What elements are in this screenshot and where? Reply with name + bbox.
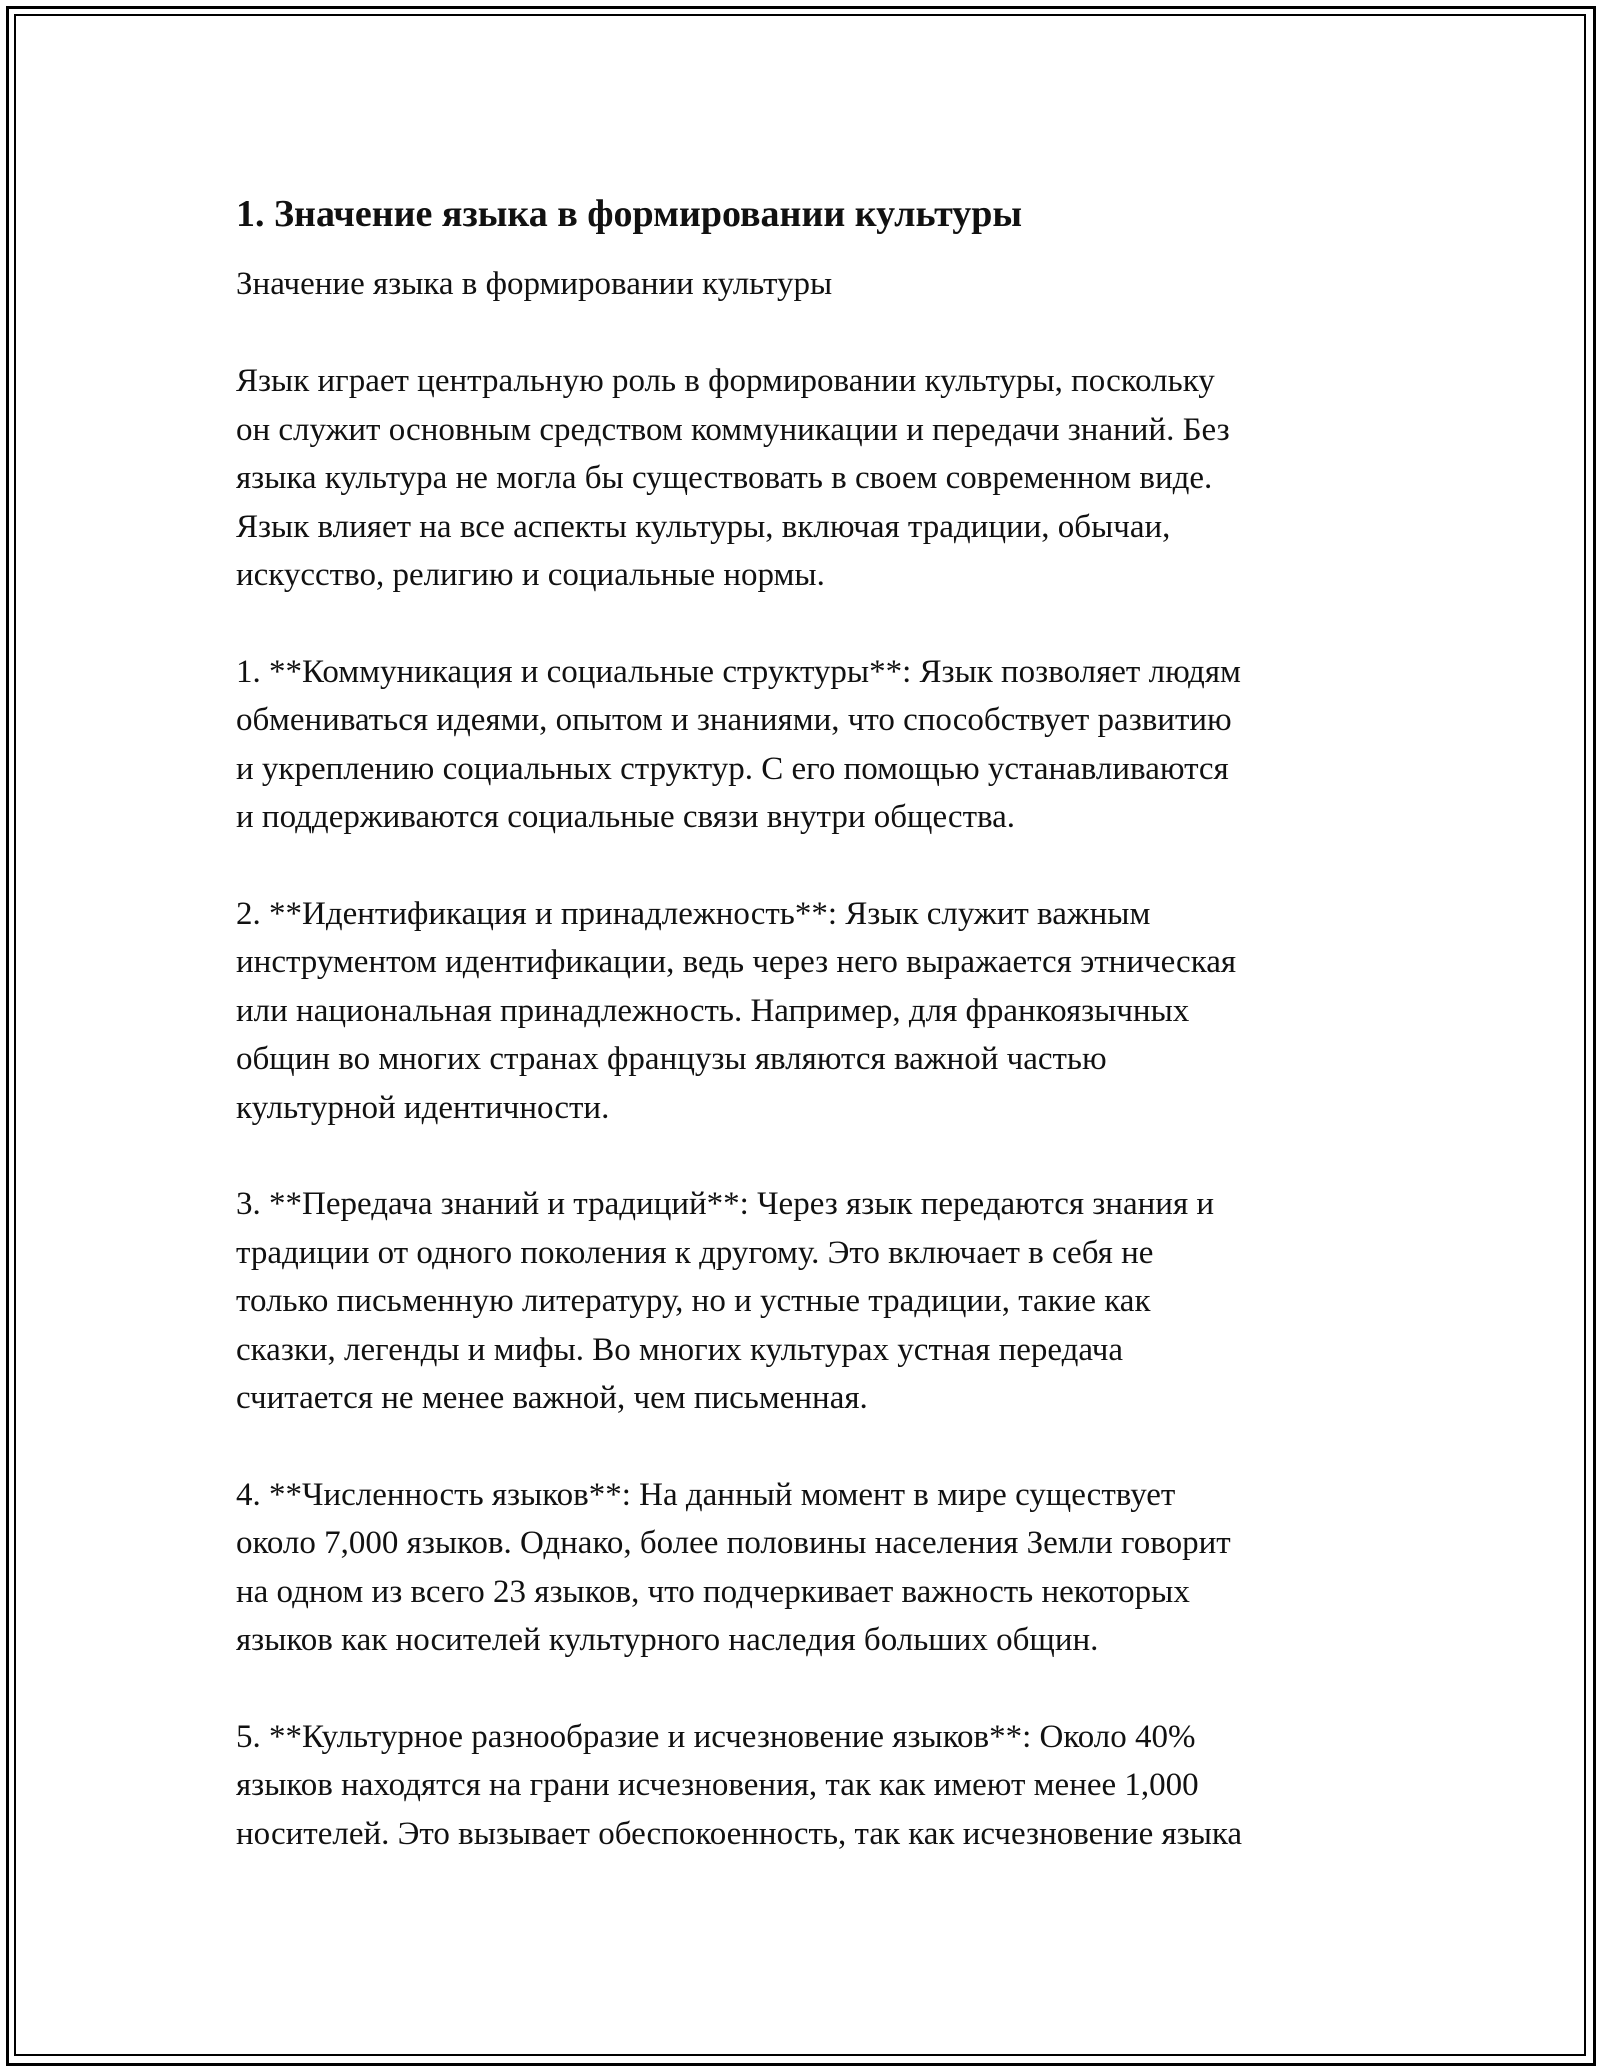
point-communication: 1. **Коммуникация и социальные структуры**: Язык позволяет людям обмениваться идеями, опытом и знаниями, что способствует развитию и укреплению социальных структур. С его помощью устанавливаются и поддерживаются социальные связи внутри общества. [236,653,1241,835]
section-heading: 1. Значение языка в формировании культуры [236,193,1023,235]
point-number-of-languages: 4. **Численность языков**: На данный момент в мире существует около 7,000 языков. Однако, более половины населения Земли говорит на одном из всего 23 языков, что подчеркивает важность некоторых языков как носителей культурного наследия больших общин. [236,1476,1231,1658]
intro-paragraph: Язык играет центральную роль в формировании культуры, поскольку он служит основным средством коммуникации и передачи знаний. Без языка культура не могла бы существовать в своем современном виде. Язык влияет на все аспекты культуры, включая традиции, обычаи, искусство, религию и социальные нормы. [236,363,1230,593]
point-identification: 2. **Идентификация и принадлежность**: Язык служит важным инструментом идентификации, ведь через него выражается этническая или национальная принадлежность. Например, для франкоязычных общин во многих странах французы являются важной частью культурной идентичности. [236,895,1237,1126]
point-knowledge-transfer: 3. **Передача знаний и традиций**: Через язык передаются знания и традиции от одного поколения к другому. Это включает в себя не только письменную литературу, но и устные традиции, такие как сказки, легенды и мифы. Во многих культурах устная передача считается не менее важной, чем письменная. [236,1186,1215,1416]
document-body [236,186,1376,1858]
point-cultural-diversity: 5. **Культурное разнообразие и исчезновение языков**: Около 40% языков находятся на грани исчезновения, так как имеют менее 1,000 носителей. Это вызывает обеспокоенность, так как исчезновение языка [236,1718,1243,1852]
section-subtitle: Значение языка в формировании культуры [236,266,833,302]
